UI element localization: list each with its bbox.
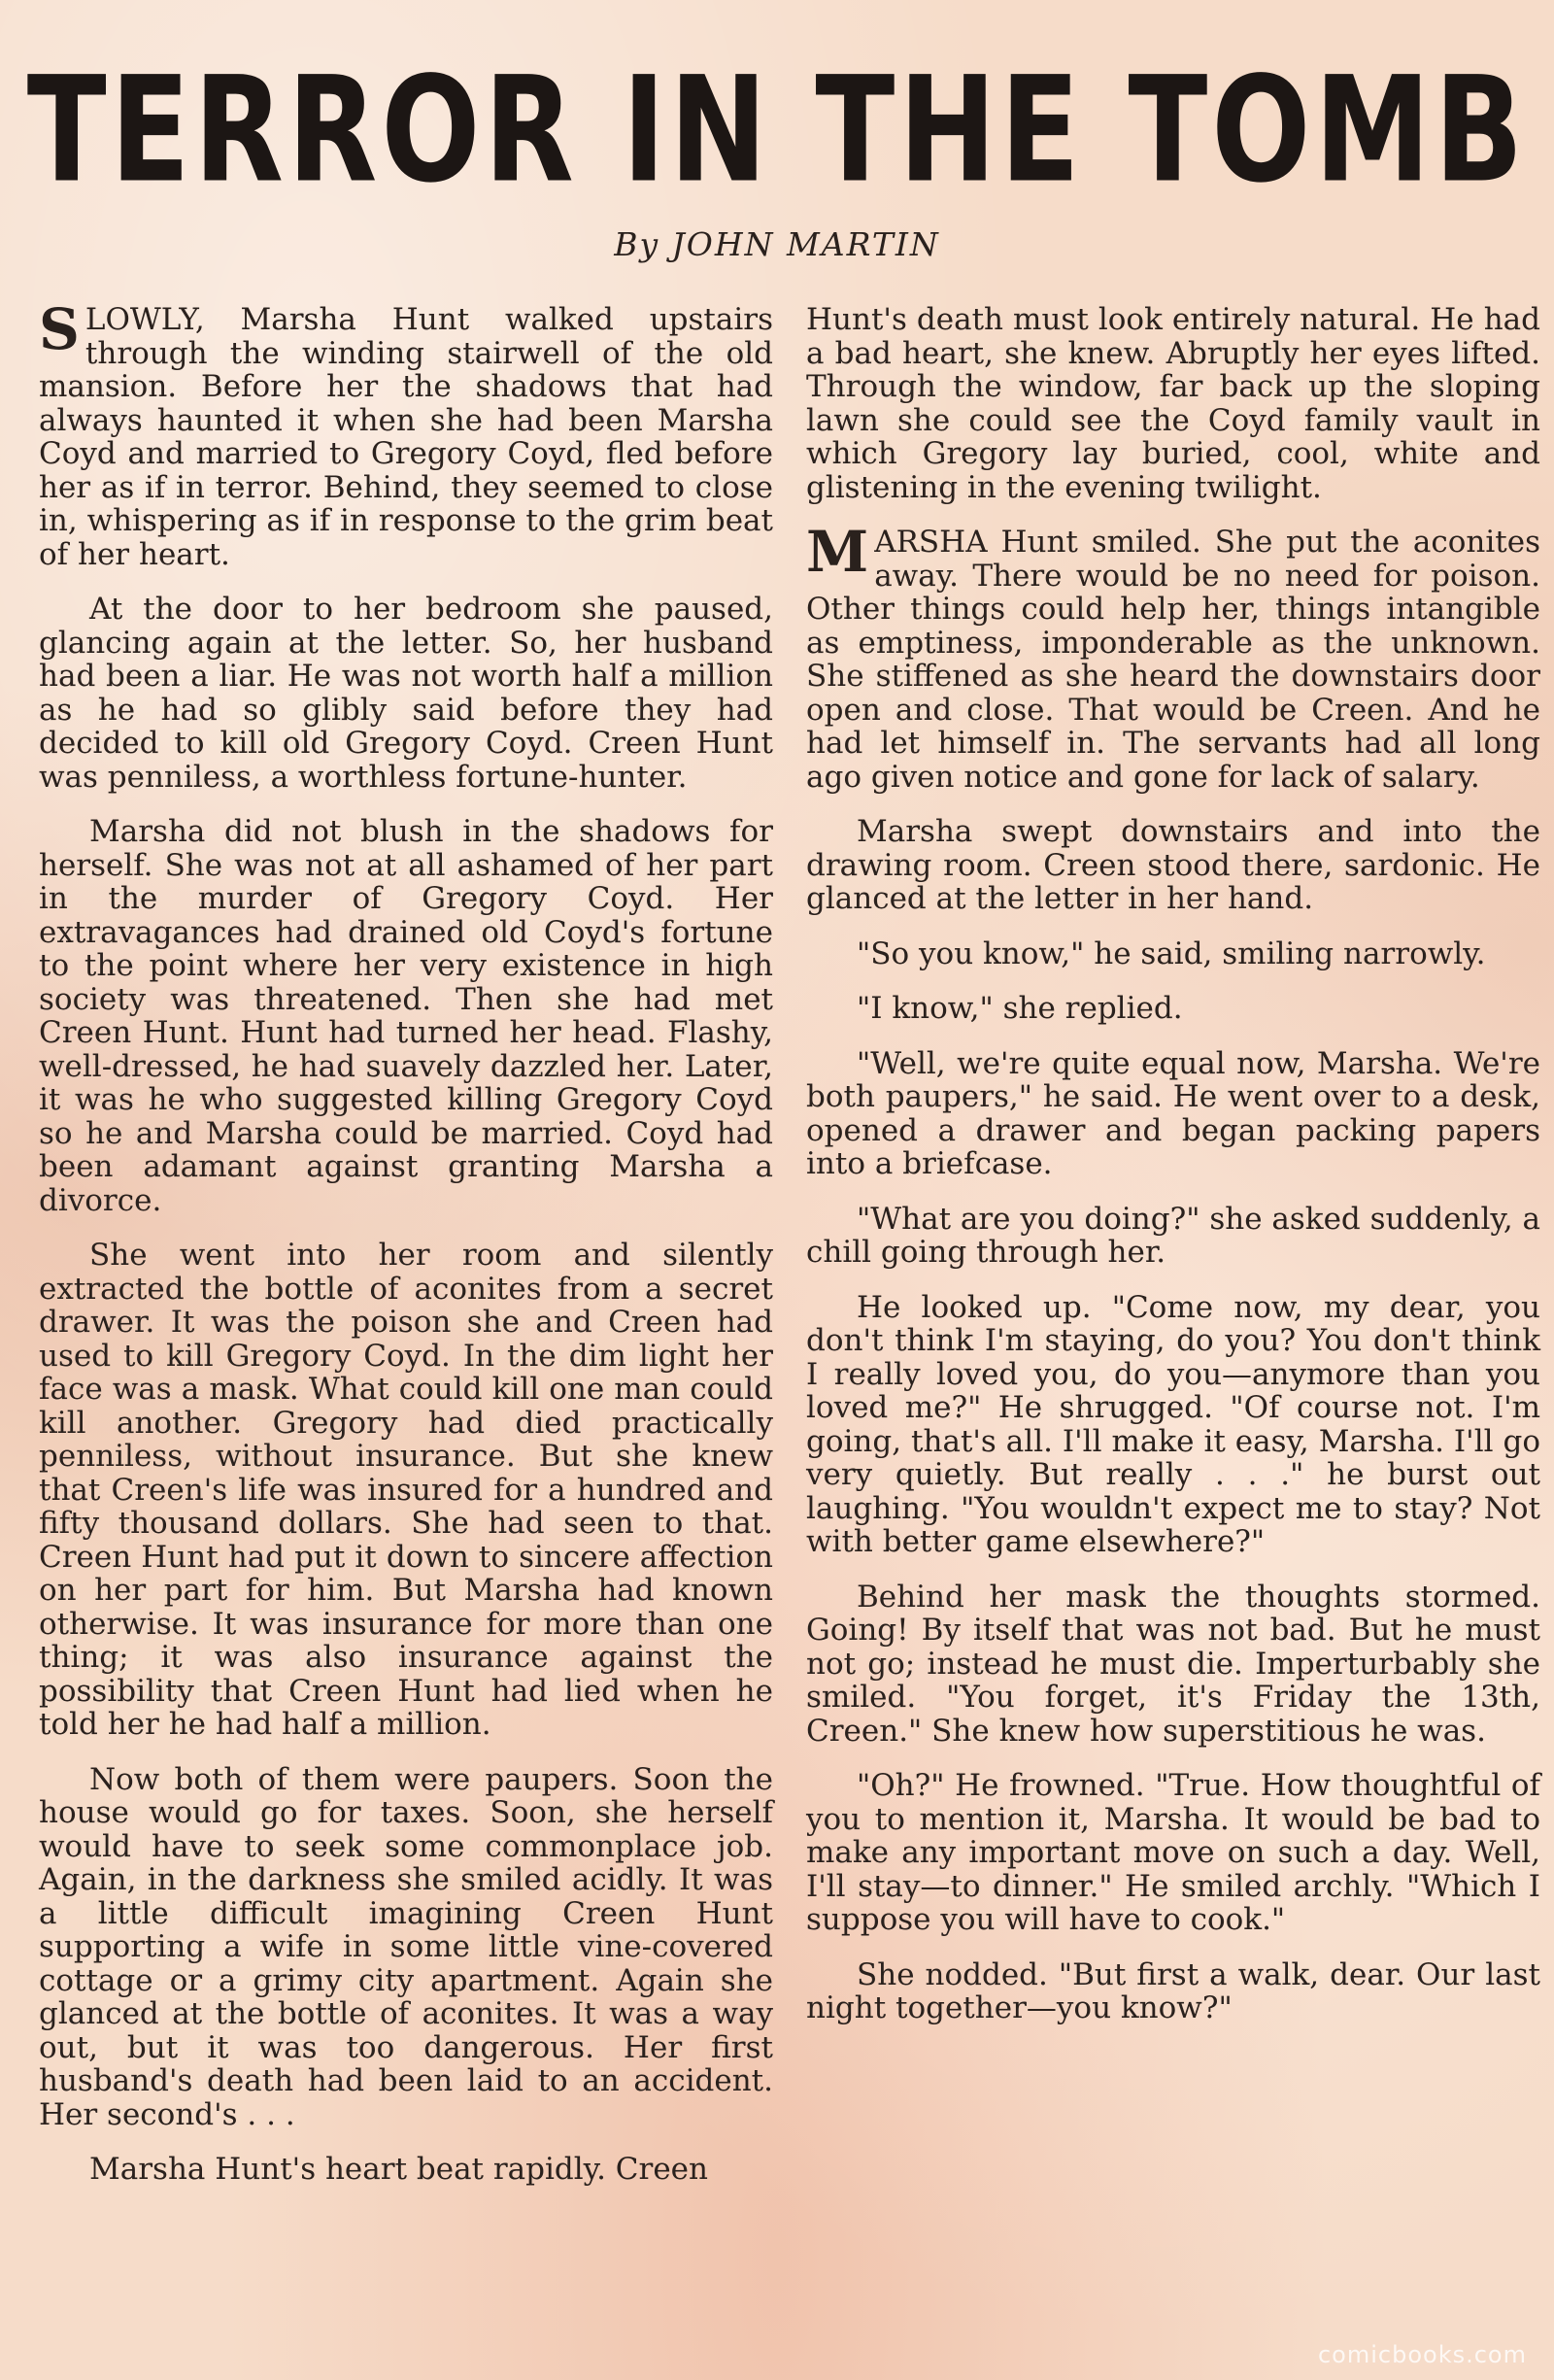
paragraph: She nodded. "But first a walk, dear. Our last night together—you know?" bbox=[806, 1956, 1540, 2025]
paragraph: "What are you doing?" she asked suddenly, a chill going through her. bbox=[806, 1201, 1541, 1270]
paragraph: She went into her room and silently extracted the bottle of aconites from a secret drawer. It was the poison she and Creen had used to kill Gregory Coyd. In the dim light her face was a mask. What could kill one man could kill another. Gregory had died practically penniless, without insurance. But she knew that Creen's life was insured for a hundred and fifty thousand dollars. She had seen to that. Creen Hunt had put it down to sincere affection on her part for him. But Marsha had known otherwise. It was insurance for more than one thing; it was also insurance against the possibility that Creen Hunt had lied when he told her he had half a million. bbox=[39, 1238, 773, 1742]
paragraph: Hunt's death must look entirely natural. He had a bad heart, she knew. Abruptly her eyes lifted. Through the window, far back up the sloping lawn she could see the Coyd family vault in which Gregory lay buried, cool, white and glistening in the evening twilight. bbox=[806, 302, 1540, 505]
byline: By JOHN MARTIN bbox=[614, 225, 940, 263]
drop-cap: M bbox=[806, 519, 869, 585]
paragraph: "Well, we're quite equal now, Marsha. We're both paupers," he said. He went over to a desk, opened a drawer and began packing papers into a briefcase. bbox=[806, 1045, 1540, 1181]
left-column bbox=[39, 296, 773, 2208]
watermark: comicbooks.com bbox=[1317, 2341, 1527, 2368]
story-title: TERROR IN THE TOMB bbox=[26, 47, 1528, 216]
paragraph: "Oh?" He frowned. "True. How thoughtful of you to mention it, Marsha. It would be bad to make any important move on such a day. Well, I'll stay—to dinner." He smiled archly. "Which I suppose you will have to cook." bbox=[806, 1768, 1540, 1937]
paragraph: "So you know," he said, smiling narrowly. bbox=[857, 935, 1486, 971]
paragraph: At the door to her bedroom she paused, glancing again at the letter. So, her husband had been a liar. He was not worth half a million as he had so glibly said before they had decided to kill old Gregory Coyd. Creen Hunt was penniless, a worthless fortune-hunter. bbox=[39, 592, 773, 795]
paragraph: Marsha Hunt's heart beat rapidly. Creen bbox=[89, 2152, 708, 2187]
paragraph bbox=[806, 519, 1540, 795]
paragraph: Now both of them were paupers. Soon the house would go for taxes. Soon, she herself would have to seek some commonplace job. Again, in the darkness she smiled acidly. It was a little difficult imagining Creen Hunt supporting a wife in some little vine-covered cottage or a grimy city apartment. Again she glanced at the bottle of aconites. It was a way out, but it was too dangerous. Her first husband's death had been laid to an accident. Her second's . . . bbox=[39, 1761, 773, 2132]
paragraph: He looked up. "Come now, my dear, you don't think I'm staying, do you? You don't think I really loved you, do you—anymore than you loved me?" He shrugged. "Of course not. I'm going, that's all. I'll make it easy, Marsha. I'll go very quietly. But really . . ." he burst out laughing. "You wouldn't expect me to stay? Not with better game elsewhere?" bbox=[806, 1289, 1540, 1559]
paragraph: "I know," she replied. bbox=[857, 991, 1183, 1026]
paragraph bbox=[39, 296, 773, 572]
paragraph-text: ARSHA Hunt smiled. She put the aconites away. There would be no need for poison. Other things could help her, things intangible as emptiness, imponderable as the unknown. She stiffened as she heard the downstairs door open and close. That would be Creen. And he had let himself in. The servants had all long ago given notice and gone for lack of salary. bbox=[806, 525, 1540, 795]
right-column bbox=[806, 303, 1540, 2047]
paragraph-text: LOWLY, Marsha Hunt walked upstairs through the winding stairwell of the old mansion. Before her the shadows that had always haunted it when she had been Marsha Coyd and married to Gregory Coyd, fled before her as if in terror. Behind, they seemed to close in, whispering as if in response to the grim beat of her heart. bbox=[39, 302, 773, 572]
paragraph: Behind her mask the thoughts stormed. Going! By itself that was not bad. But he must not go; instead he must die. Imperturbably she smiled. "You forget, it's Friday the 13th, Creen." She knew how superstitious he was. bbox=[806, 1579, 1540, 1749]
drop-cap: S bbox=[39, 296, 80, 362]
paragraph: Marsha did not blush in the shadows for herself. She was not at all ashamed of her part in the murder of Gregory Coyd. Her extravagances had drained old Coyd's fortune to the point where her very existence in high society was threatened. Then she had met Creen Hunt. Hunt had turned her head. Flashy, well-dressed, he had suavely dazzled her. Later, it was he who suggested killing Gregory Coyd so he and Marsha could be married. Coyd had been adamant against granting Marsha a divorce. bbox=[39, 814, 773, 1218]
paragraph: Marsha swept downstairs and into the drawing room. Creen stood there, sardonic. He glanced at the letter in her hand. bbox=[806, 814, 1540, 916]
